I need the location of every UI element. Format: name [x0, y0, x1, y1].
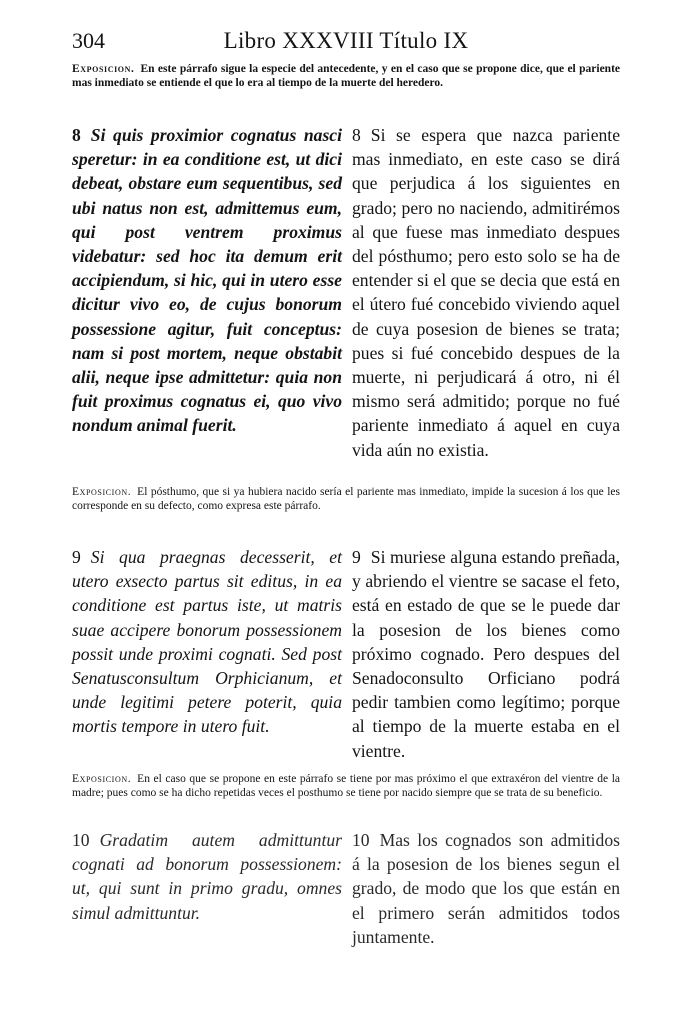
- spanish-column: [352, 545, 620, 763]
- section-number: 10: [72, 830, 90, 850]
- spanish-text: Mas los cognados son admitidos á la posesion de los bienes segun el grado, de modo que los que están en el primero serán admitidos todos juntamente.: [352, 830, 620, 947]
- section-number: 9: [72, 547, 81, 567]
- exposition-paragraph: [72, 772, 620, 800]
- spanish-text: Si muriese alguna estando preñada, y abriendo el vientre se sacase el feto, está en estado de que se le puede dar la posesion de los bienes como próximo cognado. Pero despues del Senadoconsulto Orficiano podrá pedir tambien como legítimo; porque al tiempo de la muerte estaba en el vientre.: [352, 547, 620, 761]
- exposition-label: Exposicion.: [72, 773, 132, 785]
- section-number: 8: [72, 125, 81, 145]
- section-number: 8: [352, 125, 361, 145]
- section-number: 10: [352, 830, 370, 850]
- latin-column: [72, 123, 342, 438]
- exposition-text: En el caso que se propone en este párrafo se tiene por mas próximo el que extraxéron del vientre de la madre; pues como se ha dicho repetidas veces el posthumo se tiene por nacido siempre que se trata de su beneficio.: [72, 773, 620, 799]
- exposition-paragraph: [72, 485, 620, 513]
- spanish-text: Si se espera que nazca pariente mas inmediato, en este caso se dirá que perjudica á los siguientes en grado; pero no naciendo, admitirémos al que fuese mas inmediato despues del pósthumo; pero esto solo se ha de entender si el que se decia que está en el útero fué concebido viviendo aquel de cuya posesion de bienes se trata; pues si fué concebido despues de la muerte, ni perjudicará á otro, ni él mismo será admitido; porque no fué pariente inmediato á aquel en cuya vida aún no existia.: [352, 125, 620, 460]
- latin-text: Gradatim autem admittuntur cognati ad bonorum possessionem: ut, qui sunt in primo gradu, omnes simul admittuntur.: [72, 830, 342, 923]
- latin-column: [72, 828, 342, 925]
- exposition-paragraph: [72, 62, 620, 90]
- exposition-text: En este párrafo sigue la especie del antecedente, y en el caso que se propone dice, que el pariente mas inmediato se entiende el que lo era al tiempo de la muerte del heredero.: [72, 63, 620, 89]
- exposition-text: El pósthumo, que si ya hubiera nacido sería el pariente mas inmediato, impide la sucesion á los que les corresponde en su defecto, como expresa este párrafo.: [72, 486, 620, 512]
- spanish-column: [352, 123, 620, 462]
- section-number: 9: [352, 547, 361, 567]
- page-header: [72, 28, 620, 58]
- latin-text: Si quis proximior cognatus nasci speretur: in ea conditione est, ut dici debeat, obstare eum sequentibus, sed ubi natus non est, admittemus eum, qui post ventrem proximus videbatur: sed hoc ita demum erit accipiendum, si hic, qui in utero esse dicitur vivo eo, de cujus bonorum possessione agitur, fuit conceptus: nam si post mortem, neque obstabit alii, neque ipse admittetur: quia non fuit proximus cognatus ei, quo vivo nondum animal fuerit.: [72, 125, 342, 436]
- exposition-label: Exposicion.: [72, 486, 132, 498]
- running-title: Libro XXXVIII Título IX: [223, 28, 469, 53]
- latin-text: Si qua praegnas decesserit, et utero exsecto partus sit editus, in ea conditione est partus iste, ut matris suae accipere bonorum possessionem possit unde proximi cognati. Sed post Senatusconsultum Orphicianum, et unde legitimi petere poterit, quia mortis tempore in utero fuit.: [72, 547, 342, 737]
- exposition-label: Exposicion.: [72, 63, 135, 75]
- spanish-column: [352, 828, 620, 949]
- latin-column: [72, 545, 342, 739]
- page-number: 304: [72, 28, 105, 53]
